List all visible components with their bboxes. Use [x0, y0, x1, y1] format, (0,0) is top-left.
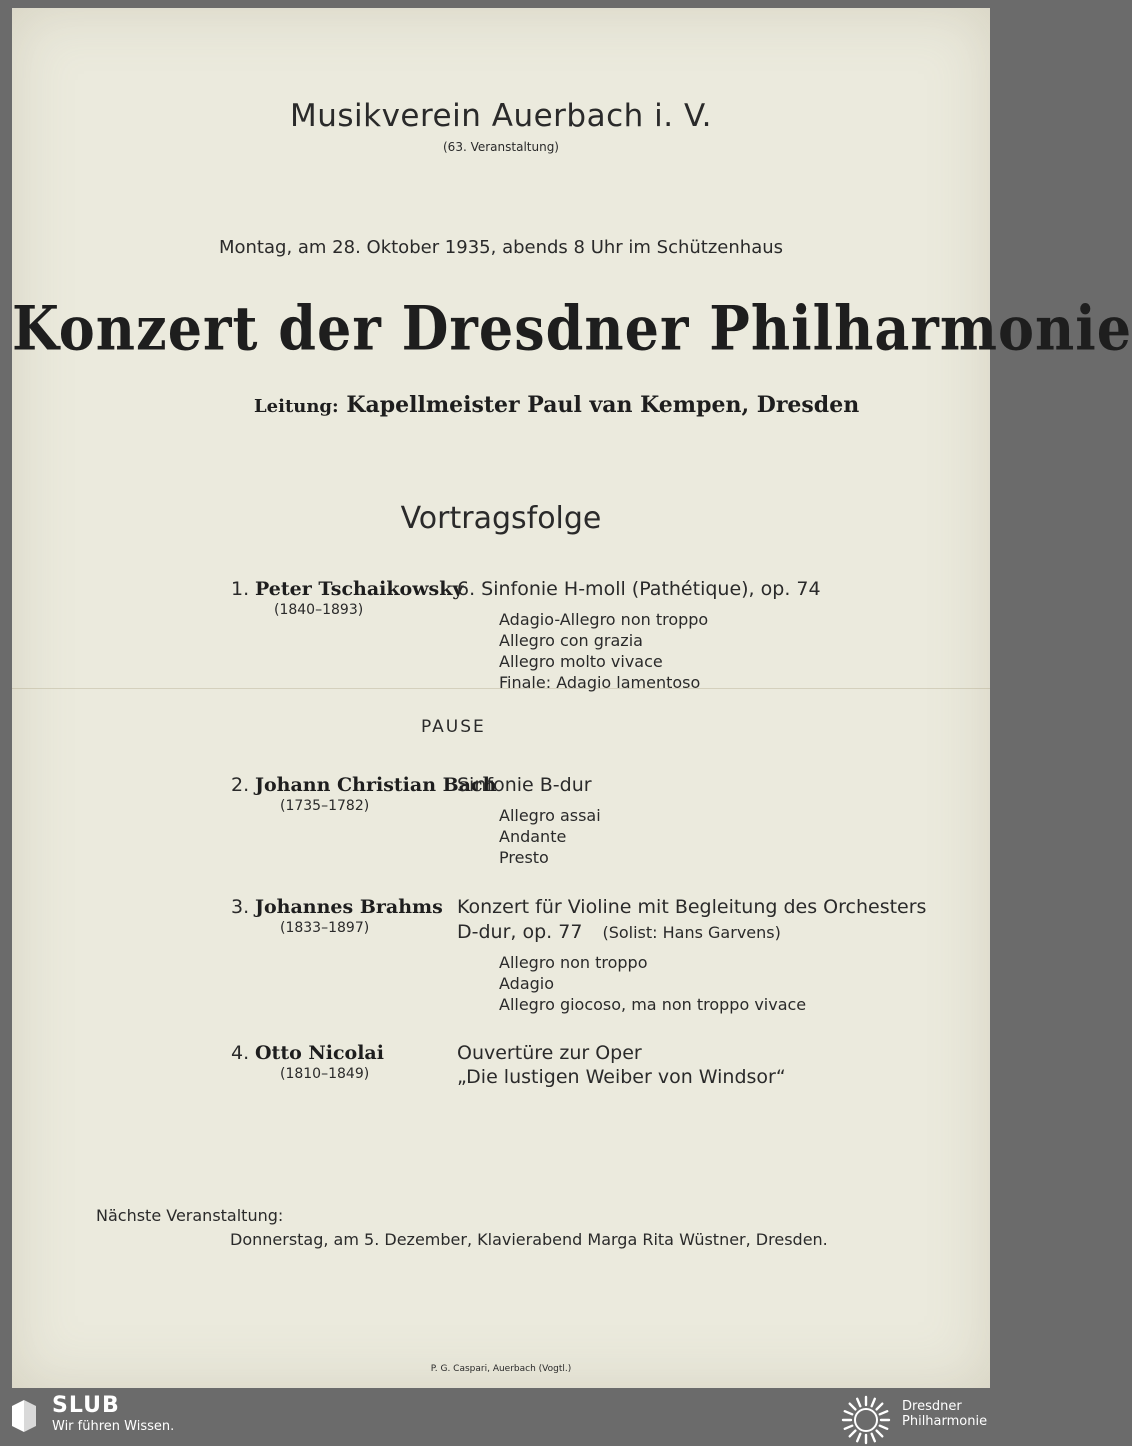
program-title: Vortragsfolge — [400, 501, 602, 536]
composer-years: (1833–1897) — [280, 920, 370, 936]
printer-imprint: P. G. Caspari, Auerbach (Vogtl.) — [430, 1364, 572, 1374]
slub-tagline: Wir führen Wissen. — [52, 1419, 175, 1434]
slub-name: SLUB — [52, 1393, 120, 1418]
movement: Allegro molto vivace — [499, 652, 663, 671]
next-event-label: Nächste Veranstaltung: — [96, 1206, 284, 1225]
work-title: Ouvertüre zur Oper — [457, 1042, 642, 1064]
movement: Allegro con grazia — [499, 631, 643, 650]
work-title: Sinfonie B-dur — [457, 774, 592, 796]
movement: Finale: Adagio lamentoso — [499, 673, 701, 692]
event-number: (63. Veranstaltung) — [443, 140, 559, 154]
conductor-name: Kapellmeister Paul van Kempen, Dresden — [346, 392, 860, 418]
concert-title: Konzert der Dresdner Philharmonie — [12, 292, 1132, 364]
conductor-label: Leitung: — [254, 396, 339, 417]
movement: Allegro assai — [499, 806, 601, 825]
movement: Allegro giocoso, ma non troppo vivace — [499, 995, 807, 1014]
composer-years: (1840–1893) — [274, 602, 364, 618]
work-title-line2: „Die lustigen Weiber von Windsor“ — [457, 1066, 786, 1088]
composer-name: Johann Christian Bach — [255, 774, 497, 796]
movement: Andante — [499, 827, 567, 846]
partner-name-line2: Philharmonie — [902, 1414, 988, 1429]
philharmonie-logo-icon — [840, 1394, 892, 1446]
pause-label: PAUSE — [421, 717, 486, 737]
movement: Adagio-Allegro non troppo — [499, 610, 709, 629]
movement: Allegro non troppo — [499, 953, 648, 972]
program-sheet — [12, 8, 1132, 1388]
footer-bar — [0, 1390, 1000, 1444]
date-line: Montag, am 28. Oktober 1935, abends 8 Uhr im Schützenhaus — [218, 237, 784, 258]
movement: Presto — [499, 848, 549, 867]
composer-name: Otto Nicolai — [255, 1042, 384, 1064]
item-number: 3. — [231, 896, 250, 918]
movement: Adagio — [499, 974, 555, 993]
slub-logo-icon — [10, 1398, 38, 1434]
item-number: 1. — [231, 578, 250, 600]
org-title: Musikverein Auerbach i. V. — [289, 98, 713, 134]
work-title: Konzert für Violine mit Begleitung des Orchesters — [457, 896, 927, 918]
work-key: D-dur, op. 77 — [457, 921, 583, 943]
work-title: 6. Sinfonie H-moll (Pathétique), op. 74 — [457, 578, 821, 600]
next-event-text: Donnerstag, am 5. Dezember, Klavierabend Marga Rita Wüstner, Dresden. — [230, 1230, 828, 1249]
partner-name-line1: Dresdner — [902, 1399, 962, 1414]
work-title-line2 — [457, 921, 781, 943]
soloist: (Solist: Hans Garvens) — [602, 923, 781, 942]
conductor-line — [254, 392, 859, 418]
composer-years: (1810–1849) — [280, 1066, 370, 1082]
item-number: 4. — [231, 1042, 250, 1064]
item-number: 2. — [231, 774, 250, 796]
composer-years: (1735–1782) — [280, 798, 370, 814]
composer-name: Johannes Brahms — [255, 896, 443, 918]
composer-name: Peter Tschaikowsky — [255, 578, 464, 600]
